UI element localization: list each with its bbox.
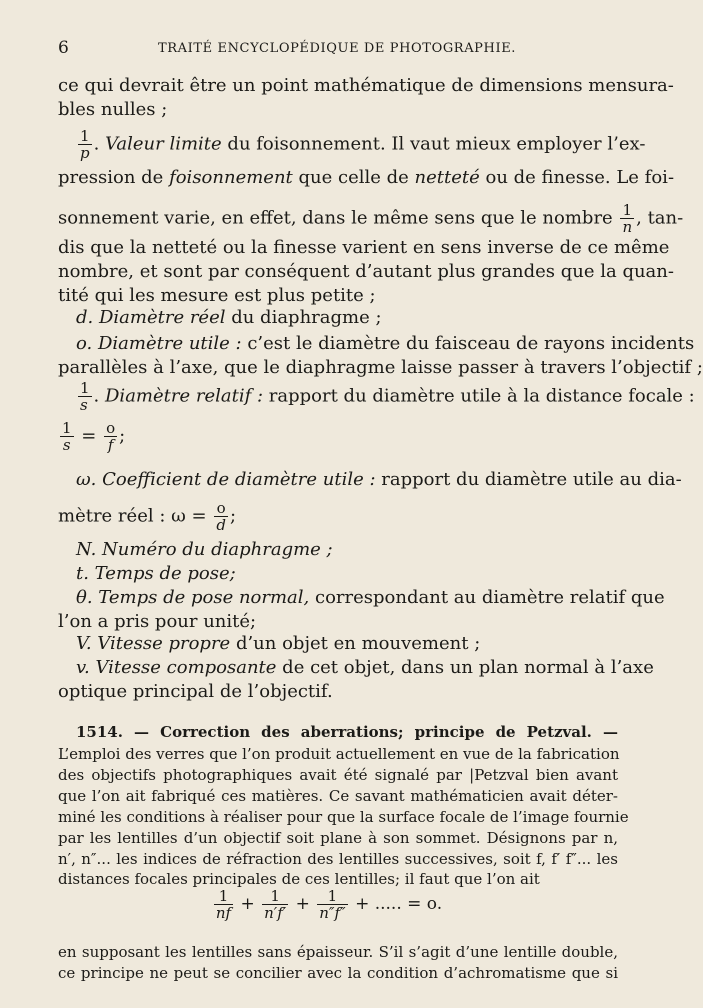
fraction: $\frac{1}{n''f''}$: [319, 887, 346, 922]
text-line: miné les conditions à réaliser pour que la surface focale de l’image fournie: [58, 808, 629, 826]
fraction: $\frac{1}{s}$: [62, 419, 72, 454]
text-line: tité qui les mesure est plus petite ;: [58, 285, 376, 306]
text-line: des objectifs photographiques avait été signalé par |Petzval bien avant: [58, 766, 618, 784]
definition-line: $\frac{1}{p}$ . Valeur limite du foisonnement. Il vaut mieux employer l’ex-: [80, 127, 646, 162]
fraction: $\frac{1}{n}$: [622, 201, 633, 236]
text-line: en supposant les lentilles sans épaisseur. S’il s’agit d’une lentille double,: [58, 943, 618, 961]
text-line: par les lentilles d’un objectif soit plane à son sommet. Désignons par n,: [58, 829, 618, 847]
fraction: $\frac{1}{n'f'}$: [264, 887, 287, 922]
petzval-formula: $\frac{1}{nf}$ + $\frac{1}{n'f'}$ + $\frac{1}{n''f''}$ + ..... = o.: [215, 887, 443, 922]
definition-o: o. Diamètre utile : c’est le diamètre du faisceau de rayons incidents: [76, 333, 695, 354]
fraction: $\frac{o}{d}$: [216, 499, 226, 534]
definition-N: N. Numéro du diaphragme ;: [76, 539, 333, 560]
text-line: bles nulles ;: [58, 99, 168, 120]
definition-s: $\frac{1}{s}$ . Diamètre relatif : rapport du diamètre utile à la distance focale :: [80, 379, 695, 414]
equation-s: $\frac{1}{s}$ = $\frac{o}{f}$ ;: [62, 419, 126, 454]
running-title: TRAITÉ ENCYCLOPÉDIQUE DE PHOTOGRAPHIE.: [158, 41, 517, 56]
text-line: parallèles à l’axe, que le diaphragme laisse passer à travers l’objectif ;: [58, 357, 703, 378]
definition-d: d. Diamètre réel du diaphragme ;: [76, 307, 382, 328]
fraction: $\frac{1}{s}$: [80, 379, 90, 414]
text-line: dis que la netteté ou la finesse varient en sens inverse de ce même: [58, 237, 670, 258]
text-line: distances focales principales de ces lentilles; il faut que l’on ait: [58, 870, 540, 888]
definition-V: V. Vitesse propre d’un objet en mouvement ;: [76, 633, 481, 654]
text-line: pression de foisonnement que celle de netteté ou de finesse. Le foi-: [58, 167, 675, 188]
definition-omega: ω. Coefficient de diamètre utile : rapport du diamètre utile au dia-: [76, 469, 682, 490]
definition-theta: θ. Temps de pose normal, correspondant au diamètre relatif que: [76, 587, 665, 608]
text-line: l’on a pris pour unité;: [58, 611, 257, 632]
fraction: $\frac{1}{p}$: [80, 127, 90, 162]
fraction: $\frac{o}{f}$: [106, 419, 116, 454]
page-number: 6: [58, 38, 69, 58]
text-line: sonnement varie, en effet, dans le même sens que le nombre $\frac{1}{n}$ , tan-: [58, 201, 684, 236]
text-line: ce qui devrait être un point mathématique de dimensions mensura-: [58, 75, 674, 96]
text-line: nombre, et sont par conséquent d’autant plus grandes que la quan-: [58, 261, 674, 282]
fraction: $\frac{1}{nf}$: [215, 887, 232, 922]
text-line: n′, n″... les indices de réfraction des lentilles successives, soit f, f′ f″... les: [58, 850, 618, 868]
text-line: L’emploi des verres que l’on produit actuellement en vue de la fabrication: [58, 745, 620, 763]
definition-v: v. Vitesse composante de cet objet, dans un plan normal à l’axe: [76, 657, 654, 678]
equation-omega: mètre réel : ω = $\frac{o}{d}$ ;: [58, 499, 237, 534]
text-line: que l’on ait fabriqué ces matières. Ce savant mathématicien avait déter-: [58, 787, 618, 805]
section-heading: 1514. — Correction des aberrations; principe de Petzval. —: [76, 723, 618, 741]
text-line: ce principe ne peut se concilier avec la condition d’achromatisme que si: [58, 964, 618, 982]
definition-t: t. Temps de pose;: [76, 563, 236, 584]
text-line: optique principal de l’objectif.: [58, 681, 333, 702]
page-header: [58, 38, 616, 60]
